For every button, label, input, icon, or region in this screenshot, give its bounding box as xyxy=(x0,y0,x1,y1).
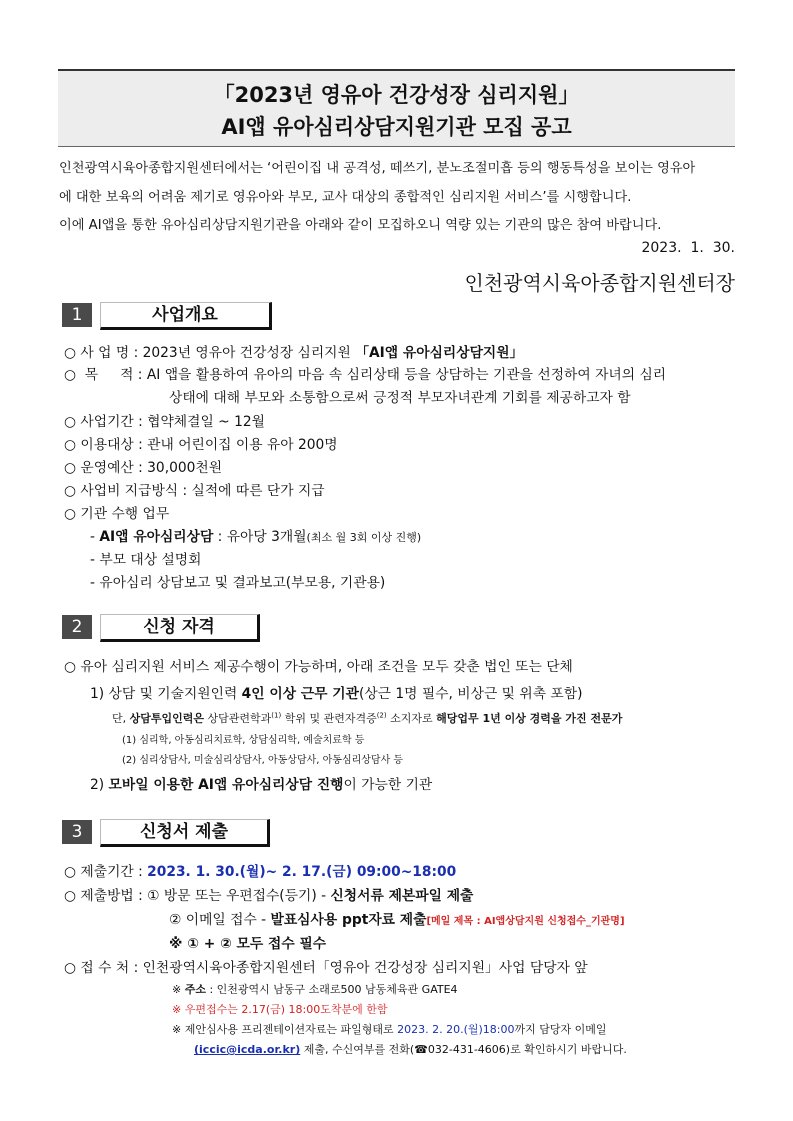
email-line-rest: 제출, 수신여부를 전화(☎032-431-4606)로 확인하시기 바랍니다. xyxy=(300,1043,627,1056)
business-purpose xyxy=(64,363,666,383)
note-sup-2: (2) xyxy=(376,711,387,720)
period-value: 2023. 1. 30.(월)~ 2. 17.(금) 09:00~18:00 xyxy=(147,864,457,880)
intro-line-3: 이에 AI앱을 통한 유아심리상담지원기관을 아래와 같이 모집하오니 역량 있는 기관의 많은 참여 바랍니다. xyxy=(59,218,662,233)
business-name-bold: 「AI앱 유아심리상담지원」 xyxy=(355,345,524,361)
note-sup-1: (1) xyxy=(271,711,282,720)
address-mark: ※ xyxy=(172,983,185,996)
section-number-3: 3 xyxy=(62,820,92,844)
condition-1 xyxy=(90,682,582,702)
address-value: : 인천광역시 남동구 소래로500 남동체육관 GATE4 xyxy=(205,983,458,996)
condition-2-rest: 이 가능한 기관 xyxy=(343,777,433,793)
note-mid-1: 상담관련학과 xyxy=(204,712,272,725)
section-title-2: 신청 자격 xyxy=(100,614,260,642)
business-budget: ○ 운영예산 : 30,000천원 xyxy=(64,460,223,476)
address-label: 주소 xyxy=(184,983,206,996)
method-2-bold: 발표심사용 ppt자료 제출 xyxy=(270,912,427,928)
note-mid-3: 소지자로 xyxy=(386,712,437,725)
duty-1-small: (최소 월 3회 이상 진행) xyxy=(306,531,422,544)
section-number-1: 1 xyxy=(62,303,92,327)
duty-item-3: - 유아심리 상담보고 및 결과보고(부모용, 기관용) xyxy=(90,575,386,591)
purpose-line-1: AI 앱을 활용하여 유아의 마음 속 심리상태 등을 상담하는 기관을 선정하여 자녀의 심리 xyxy=(146,367,667,383)
mail-subject-note: [메일 제목 : AI앱상담지원 신청접수_기관명] xyxy=(426,916,625,927)
condition-2 xyxy=(90,773,432,793)
condition-1-pre: 1) 상담 및 기술지원인력 xyxy=(90,686,242,702)
payment-method: ○ 사업비 지급방식 : 실적에 따른 단가 지급 xyxy=(64,483,325,499)
section-title-1: 사업개요 xyxy=(100,302,272,330)
duty-item-2: - 부모 대상 설명회 xyxy=(90,552,202,568)
email-link[interactable]: (iccic@icda.or.kr) xyxy=(194,1043,301,1056)
note-bold-1: 상담투입인력은 xyxy=(129,712,205,725)
note-pre: 단, xyxy=(112,712,130,725)
condition-2-pre: 2) xyxy=(90,777,109,793)
title-box xyxy=(58,69,735,147)
duties-heading: ○ 기관 수행 업무 xyxy=(64,506,170,522)
ppt-note-pre: ※ 제안심사용 프리젠테이션자료는 파일형태로 xyxy=(172,1023,398,1036)
section-number-2: 2 xyxy=(62,615,92,639)
footnote-2: (2) 심리상담사, 미술심리상담사, 아동상담사, 아동심리상담사 등 xyxy=(122,755,404,766)
submission-method xyxy=(64,884,473,904)
business-name-label: ○ 사 업 명 : 2023년 영유아 건강성장 심리지원 xyxy=(64,345,356,361)
email-line xyxy=(194,1041,627,1057)
duty-item-1 xyxy=(90,525,421,545)
section-title-3: 신청서 제출 xyxy=(100,819,270,847)
method-1-bold: 신청서류 제본파일 제출 xyxy=(330,888,474,904)
duty-1-bold: AI앱 유아심리상담 xyxy=(99,529,214,545)
title-line-2: AI앱 유아심리상담지원기관 모집 공고 xyxy=(221,115,572,139)
ppt-note-post: 까지 담당자 이메일 xyxy=(514,1023,607,1036)
ppt-deadline: 2023. 2. 20.(월)18:00 xyxy=(397,1023,515,1036)
period-label: ○ 제출기간 : xyxy=(64,864,148,880)
method-label: ○ 제출방법 : xyxy=(64,888,148,904)
title-line-1: 「2023년 영유아 건강성장 심리지원」 xyxy=(213,83,580,107)
intro-line-2: 에 대한 보육의 어려움 제기로 영유아와 부모, 교사 대상의 종합적인 심리지원 서비스’를 시행합니다. xyxy=(59,190,632,205)
condition-1-bold: 4인 이상 근무 기관 xyxy=(241,686,359,702)
duty-1-rest: : 유아당 3개월 xyxy=(213,529,307,545)
signer: 인천광역시육아종합지원센터장 xyxy=(464,271,735,295)
business-target: ○ 이용대상 : 관내 어린이집 이용 유아 200명 xyxy=(64,437,338,453)
staff-note xyxy=(112,710,622,726)
purpose-line-2: 상태에 대해 부모와 소통함으로써 긍정적 부모자녀관계 기회를 제공하고자 함 xyxy=(169,390,631,406)
method-2 xyxy=(169,908,625,928)
address-note xyxy=(172,981,458,997)
announcement-date: 2023. 1. 30. xyxy=(641,240,735,256)
method-2-pre: ② 이메일 접수 - xyxy=(169,912,271,928)
purpose-label: ○ 목 적 : xyxy=(64,367,147,383)
duty-dash: - xyxy=(90,529,100,545)
qualification-main: ○ 유아 심리지원 서비스 제공수행이 가능하며, 아래 조건을 모두 갖춘 법인 또는 단체 xyxy=(64,659,573,675)
note-bold-2: 해당업무 1년 이상 경력을 가진 전문가 xyxy=(436,712,623,725)
method-both-required: ※ ① + ② 모두 접수 필수 xyxy=(169,936,327,952)
business-name xyxy=(64,341,523,361)
intro-line-1: 인천광역시육아종합지원센터에서는 ‘어린이집 내 공격성, 떼쓰기, 분노조절미흡 등의 행동특성을 보이는 영유아 xyxy=(59,161,696,176)
note-mid-2: 학위 및 관련자격증 xyxy=(281,712,377,725)
receiver: ○ 접 수 처 : 인천광역시육아종합지원센터「영유아 건강성장 심리지원」사업 담당자 앞 xyxy=(64,960,588,976)
business-period: ○ 사업기간 : 협약체결일 ~ 12월 xyxy=(64,414,266,430)
method-1-pre: ① 방문 또는 우편접수(등기) - xyxy=(147,888,331,904)
condition-1-rest: (상근 1명 필수, 비상근 및 위촉 포함) xyxy=(358,686,583,702)
footnote-1: (1) 심리학, 아동심리치료학, 상담심리학, 예술치료학 등 xyxy=(122,735,365,746)
ppt-note xyxy=(172,1021,607,1037)
submission-period xyxy=(64,860,456,880)
condition-2-bold: 모바일 이용한 AI앱 유아심리상담 진행 xyxy=(108,777,344,793)
mail-deadline-note: ※ 우편접수는 2.17(금) 18:00도착분에 한함 xyxy=(172,1003,388,1016)
